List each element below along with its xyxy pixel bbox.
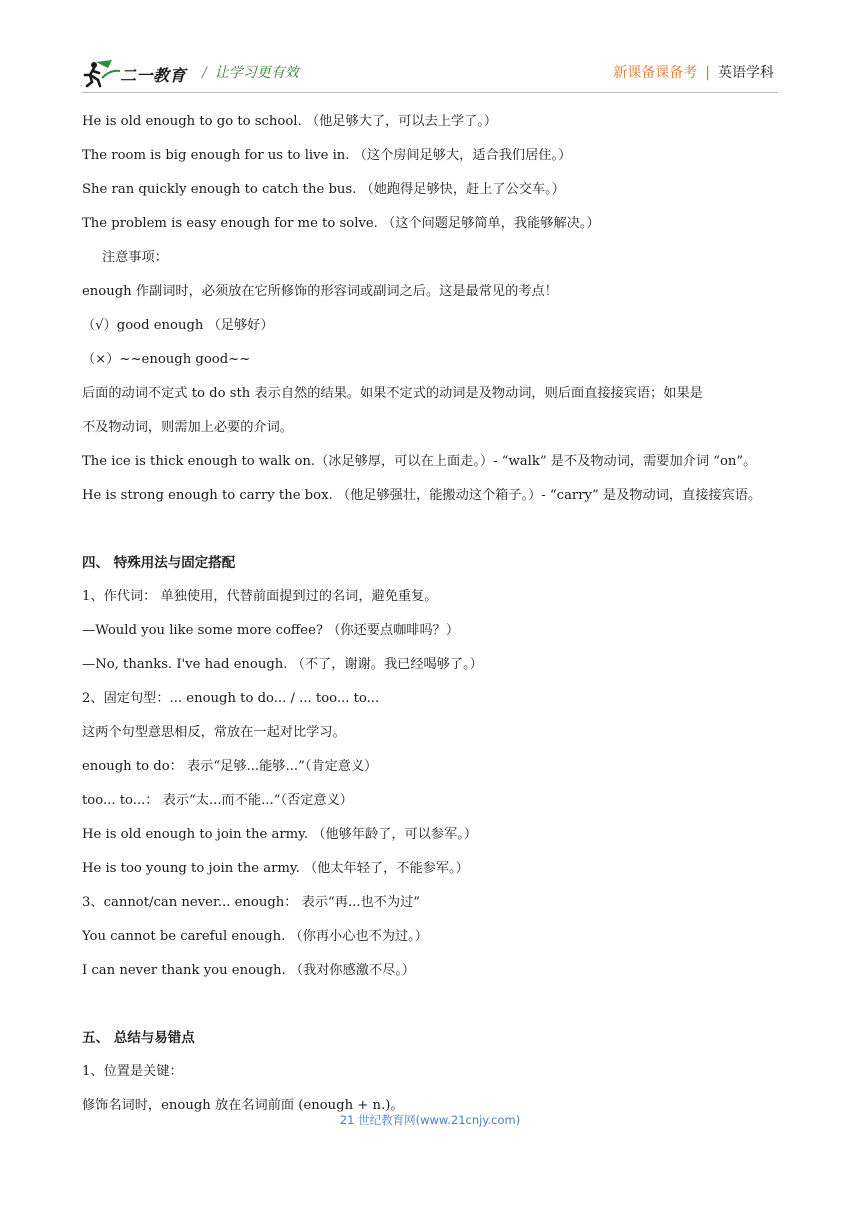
wrong-example: （×）~~enough good~~ bbox=[82, 352, 251, 367]
header-course-label: 新课备课备考 bbox=[613, 65, 698, 81]
section-gap bbox=[82, 513, 782, 546]
page-header bbox=[82, 52, 778, 93]
rule-text: too... to...： 表示“太...而不能...”（否定意义） bbox=[82, 793, 353, 808]
runner-logo-icon bbox=[82, 58, 122, 88]
example-sentence: He is old enough to go to school. （他足够大了，可以去上学了。） bbox=[82, 114, 498, 129]
rule-text: 后面的动词不定式 to do sth 表示自然的结果。如果不定式的动词是及物动词，则后面直接接宾语；如果是 bbox=[82, 386, 703, 401]
correct-example: （√）good enough （足够好） bbox=[82, 318, 274, 333]
subsection-text: 3、cannot/can never... enough： 表示“再...也不为过” bbox=[82, 895, 421, 910]
dialogue-line: —Would you like some more coffee? （你还要点咖啡吗？） bbox=[82, 623, 460, 638]
rule-text: enough 作副词时，必须放在它所修饰的形容词或副词之后。这是最常见的考点！ bbox=[82, 284, 558, 299]
example-sentence: The ice is thick enough to walk on.（冰足够厚，可以在上面走。）- “walk” 是不及物动词，需要加介词 “on”。 bbox=[82, 454, 757, 469]
example-sentence: The problem is easy enough for me to solve. （这个问题足够简单，我能够解决。） bbox=[82, 216, 600, 231]
header-separator: | bbox=[705, 65, 710, 81]
dialogue-line: —No, thanks. I've had enough. （不了，谢谢。我已经喝够了。） bbox=[82, 657, 483, 672]
slogan-text: 让学习更有效 bbox=[214, 65, 299, 81]
section-heading: 四、 特殊用法与固定搭配 bbox=[82, 555, 236, 571]
document-body bbox=[82, 105, 782, 1123]
example-sentence: He is strong enough to carry the box. （他足够强壮，能搬动这个箱子。）- “carry” 是及物动词，直接接宾语。 bbox=[82, 488, 762, 503]
example-sentence: She ran quickly enough to catch the bus. （她跑得足够快，赶上了公交车。） bbox=[82, 182, 565, 197]
example-sentence: He is old enough to join the army. （他够年龄了，可以参军。） bbox=[82, 827, 478, 842]
rule-text: 修饰名词时，enough 放在名词前面 (enough + n.)。 bbox=[82, 1098, 404, 1113]
example-sentence: I can never thank you enough. （我对你感激不尽。） bbox=[82, 963, 416, 978]
example-sentence: The room is big enough for us to live in. （这个房间足够大，适合我们居住。） bbox=[82, 148, 572, 163]
logo-text: 二一教育 bbox=[120, 66, 187, 85]
header-right bbox=[613, 62, 774, 82]
subsection-text: 1、位置是关键： bbox=[82, 1064, 183, 1079]
subsection-text: 1、作代词： 单独使用，代替前面提到过的名词，避免重复。 bbox=[82, 589, 438, 604]
rule-text: enough to do： 表示“足够...能够...”（肯定意义） bbox=[82, 759, 378, 774]
slogan bbox=[202, 62, 299, 82]
logo bbox=[82, 58, 192, 88]
example-sentence: He is too young to join the army. （他太年轻了，不能参军。） bbox=[82, 861, 469, 876]
example-sentence: You cannot be careful enough. （你再小心也不为过。） bbox=[82, 929, 428, 944]
header-subject-label: 英语学科 bbox=[718, 65, 774, 81]
slogan-slash: / bbox=[202, 65, 207, 81]
subsection-text: 2、固定句型：... enough to do... / ... too... to... bbox=[82, 691, 380, 706]
page-footer: 21 世纪教育网(www.21cnjy.com) bbox=[339, 1113, 521, 1127]
section-gap bbox=[82, 988, 782, 1021]
rule-text: 不及物动词，则需加上必要的介词。 bbox=[82, 420, 293, 435]
rule-text: 这两个句型意思相反，常放在一起对比学习。 bbox=[82, 725, 346, 740]
section-heading: 五、 总结与易错点 bbox=[82, 1030, 195, 1046]
notes-label: 注意事项： bbox=[102, 250, 168, 265]
